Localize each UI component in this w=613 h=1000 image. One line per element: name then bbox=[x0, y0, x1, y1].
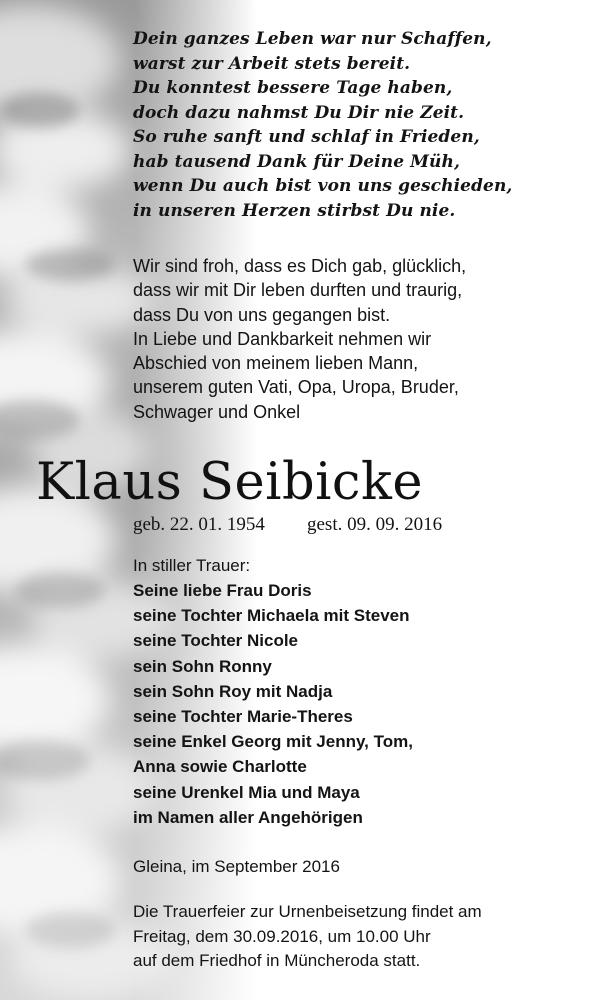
death-date: gest. 09. 09. 2016 bbox=[307, 514, 443, 535]
farewell-text bbox=[133, 254, 466, 424]
mourners-list bbox=[133, 578, 413, 830]
mourner-entry: seine Enkel Georg mit Jenny, Tom, bbox=[133, 732, 413, 752]
farewell-line: Abschied von meinem lieben Mann, bbox=[133, 353, 419, 374]
farewell-line: dass wir mit Dir leben durften und traurig, bbox=[133, 280, 463, 301]
poem-line: Dein ganzes Leben war nur Schaffen, bbox=[133, 29, 492, 49]
life-dates bbox=[133, 513, 443, 537]
birth-date: geb. 22. 01. 1954 bbox=[133, 514, 265, 535]
funeral-line: Freitag, dem 30.09.2016, um 10.00 Uhr bbox=[133, 926, 431, 946]
place-and-date: Gleina, im September 2016 bbox=[133, 857, 340, 876]
funeral-line: auf dem Friedhof in Müncheroda statt. bbox=[133, 951, 421, 970]
mourner-entry: seine Tochter Marie-Theres bbox=[133, 706, 353, 726]
mourner-entry: sein Sohn Ronny bbox=[133, 656, 272, 676]
poem-line: doch dazu nahmst Du Dir nie Zeit. bbox=[133, 102, 465, 123]
poem-line: hab tausend Dank für Deine Müh, bbox=[133, 151, 460, 172]
mourner-entry: Anna sowie Charlotte bbox=[133, 757, 307, 777]
farewell-line: unserem guten Vati, Opa, Uropa, Bruder, bbox=[133, 377, 459, 398]
deceased-name: Klaus Seibicke bbox=[36, 453, 424, 512]
farewell-line: dass Du von uns gegangen bist. bbox=[133, 304, 391, 325]
poem-line: So ruhe sanft und schlaf in Frieden, bbox=[133, 127, 480, 147]
mourner-entry: seine Tochter Nicole bbox=[133, 631, 299, 651]
mourner-entry: Seine liebe Frau Doris bbox=[133, 581, 312, 600]
mourner-entry: seine Tochter Michaela mit Steven bbox=[133, 606, 410, 626]
mourner-entry: sein Sohn Roy mit Nadja bbox=[133, 681, 333, 701]
memorial-poem bbox=[133, 27, 512, 223]
poem-line: warst zur Arbeit stets bereit. bbox=[133, 53, 411, 74]
farewell-line: Schwager und Onkel bbox=[133, 401, 301, 422]
mourners-label: In stiller Trauer: bbox=[133, 556, 251, 575]
poem-line: wenn Du auch bist von uns geschieden, bbox=[133, 176, 513, 196]
farewell-line: In Liebe und Dankbarkeit nehmen wir bbox=[133, 328, 432, 349]
poem-line: in unseren Herzen stirbst Du nie. bbox=[133, 200, 456, 221]
farewell-line: Wir sind froh, dass es Dich gab, glücklich, bbox=[133, 256, 467, 276]
mourner-entry: im Namen aller Angehörigen bbox=[133, 807, 363, 827]
funeral-line: Die Trauerfeier zur Urnenbeisetzung findet am bbox=[133, 902, 482, 921]
funeral-details bbox=[133, 900, 482, 974]
poem-line: Du konntest bessere Tage haben, bbox=[133, 78, 453, 98]
mourner-entry: seine Urenkel Mia und Maya bbox=[133, 782, 360, 802]
